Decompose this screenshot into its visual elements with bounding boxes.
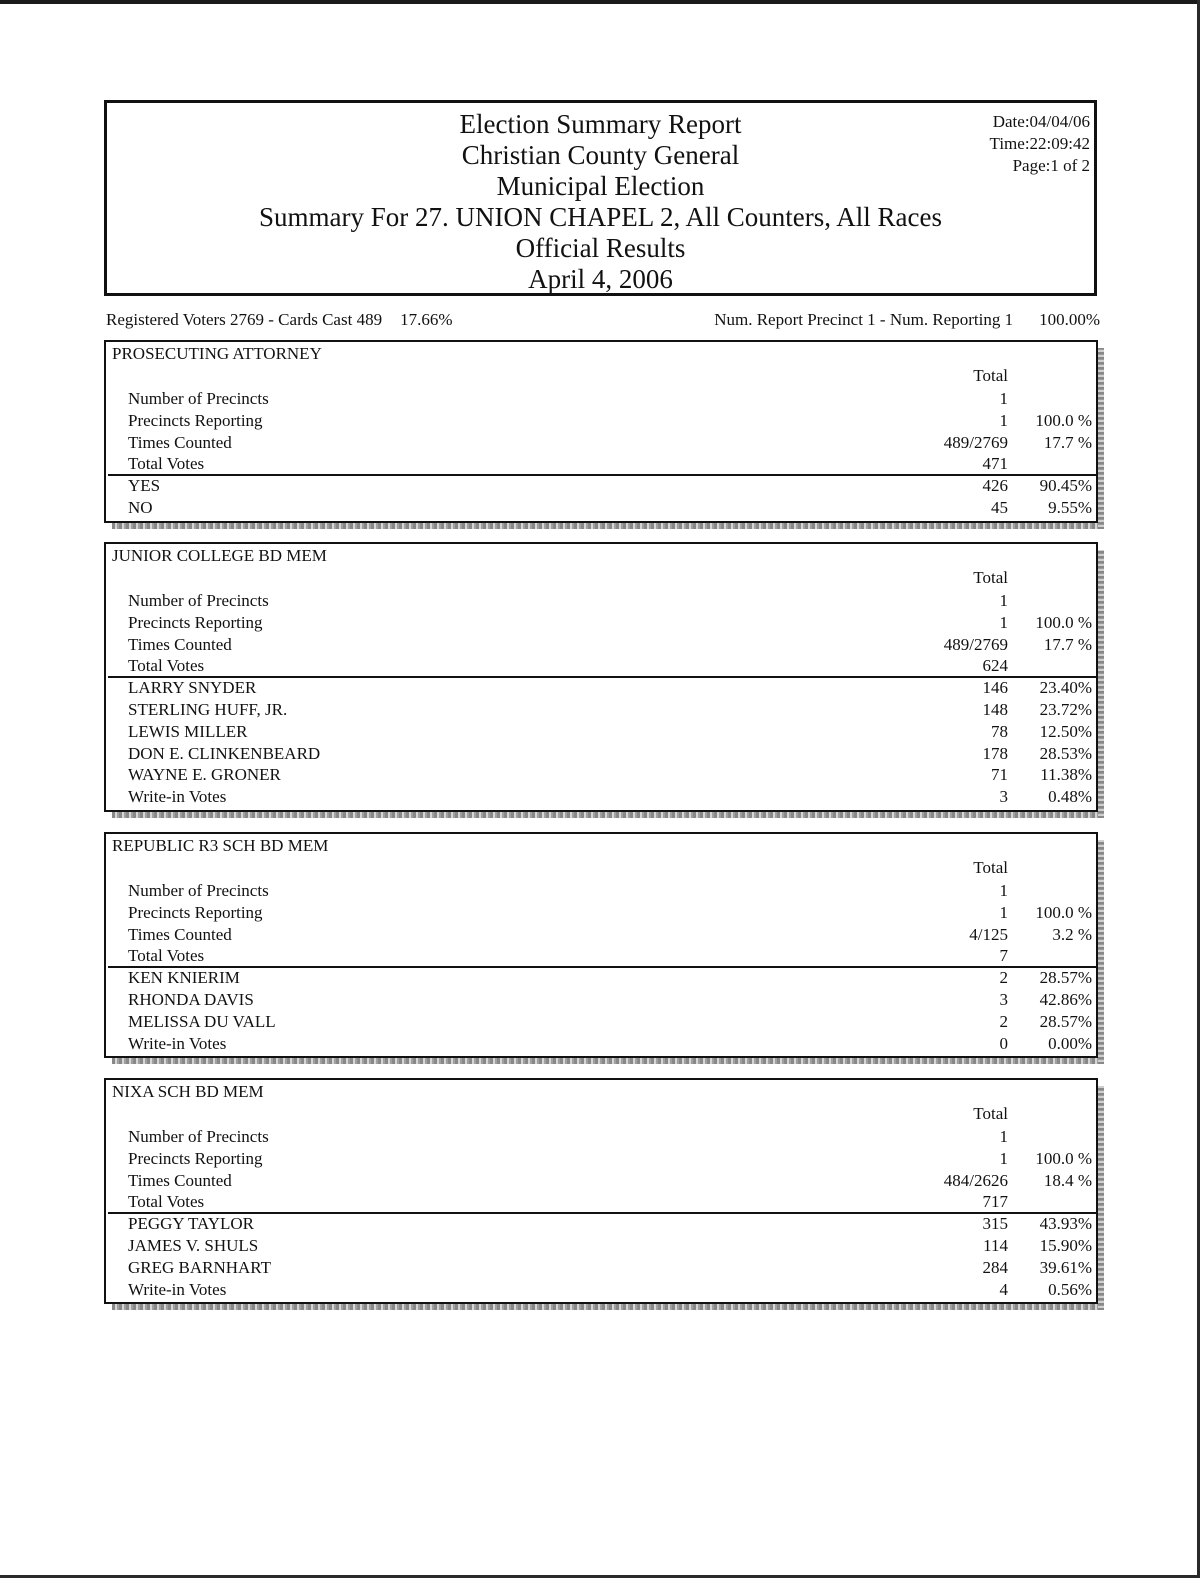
report-title-block [107, 109, 1094, 295]
total-column-header: Total [973, 568, 1008, 587]
stat-label: Number of Precincts [128, 591, 269, 610]
candidate-votes: 3 [999, 990, 1008, 1009]
stat-value: 1 [999, 1127, 1008, 1146]
stat-row [128, 880, 1092, 902]
candidate-row [128, 1235, 1092, 1257]
candidate-votes: 315 [982, 1214, 1008, 1234]
race-title: JUNIOR COLLEGE BD MEM [112, 546, 327, 565]
race-box [104, 1078, 1098, 1304]
turnout-summary [106, 310, 1100, 334]
candidate-name: MELISSA DU VALL [128, 1011, 276, 1031]
stat-percent: 100.0 % [1035, 902, 1092, 922]
stat-value: 1 [999, 1148, 1008, 1168]
stat-label: Number of Precincts [128, 389, 269, 408]
registered-voters-summary [106, 310, 453, 330]
candidate-name: JAMES V. SHULS [128, 1236, 259, 1255]
candidate-percent: 28.57% [1039, 1011, 1092, 1031]
total-column-header: Total [973, 1104, 1008, 1123]
stat-row [128, 410, 1092, 432]
candidate-name: WAYNE E. GRONER [128, 765, 281, 785]
candidate-percent: 12.50% [1039, 721, 1092, 741]
report-time: Time:22:09:42 [989, 134, 1090, 153]
candidate-name: Write-in Votes [128, 787, 227, 807]
candidate-name: Write-in Votes [128, 1279, 227, 1299]
stat-label: Number of Precincts [128, 1127, 269, 1146]
candidate-name: LEWIS MILLER [128, 721, 248, 741]
candidate-votes: 178 [982, 743, 1008, 763]
candidate-row [128, 1011, 1092, 1033]
race-box [104, 542, 1098, 812]
candidate-name: KEN KNIERIM [128, 968, 240, 988]
candidate-row [128, 1213, 1092, 1235]
stat-label: Total Votes [128, 454, 205, 474]
candidate-row [128, 989, 1092, 1011]
candidate-votes: 2 [999, 968, 1008, 988]
stat-value: 489/2769 [943, 432, 1008, 452]
candidate-row [128, 1257, 1092, 1279]
stat-value: 624 [982, 656, 1008, 676]
stat-label: Times Counted [128, 1170, 232, 1190]
candidate-votes: 0 [999, 1033, 1008, 1053]
candidate-percent: 11.38% [1040, 765, 1092, 785]
stat-row [128, 902, 1092, 924]
candidate-name: LARRY SNYDER [128, 678, 257, 698]
candidate-percent: 28.57% [1039, 968, 1092, 988]
stat-value: 484/2626 [943, 1170, 1008, 1190]
stat-percent: 100.0 % [1035, 410, 1092, 430]
stat-row [128, 924, 1092, 946]
report-header-box [104, 100, 1097, 296]
race-title: REPUBLIC R3 SCH BD MEM [112, 836, 329, 855]
candidate-name: GREG BARNHART [128, 1257, 272, 1277]
candidate-name: RHONDA DAVIS [128, 990, 254, 1009]
stat-row [128, 612, 1092, 634]
page-top-edge [0, 0, 1200, 4]
stat-value: 717 [982, 1192, 1008, 1212]
candidate-percent: 23.72% [1039, 700, 1092, 719]
stat-label: Times Counted [128, 634, 232, 654]
stat-value: 7 [999, 946, 1008, 966]
candidate-percent: 39.61% [1039, 1257, 1092, 1277]
candidate-votes: 45 [991, 498, 1008, 517]
candidate-row [128, 1279, 1092, 1301]
candidate-votes: 284 [982, 1257, 1008, 1277]
stat-label: Total Votes [128, 1192, 205, 1212]
stat-label: Times Counted [128, 924, 232, 944]
stat-row [128, 1191, 1092, 1213]
candidate-percent: 43.93% [1039, 1214, 1092, 1234]
stat-row [128, 432, 1092, 454]
report-page: Page:1 of 2 [1012, 156, 1090, 175]
candidate-votes: 2 [999, 1011, 1008, 1031]
stat-label: Total Votes [128, 946, 205, 966]
stat-percent: 100.0 % [1035, 612, 1092, 632]
candidate-row [128, 1033, 1092, 1055]
candidate-percent: 90.45% [1039, 476, 1092, 496]
candidate-row [128, 699, 1092, 721]
candidate-row [128, 786, 1092, 808]
race-box [104, 832, 1098, 1058]
stat-label: Precincts Reporting [128, 902, 263, 922]
stat-percent: 17.7 % [1043, 432, 1092, 452]
candidate-votes: 426 [982, 476, 1008, 496]
candidate-votes: 78 [991, 721, 1008, 741]
stat-row [128, 634, 1092, 656]
stat-row [128, 453, 1092, 475]
stat-label: Times Counted [128, 432, 232, 452]
race-title: NIXA SCH BD MEM [112, 1082, 264, 1101]
stat-label: Number of Precincts [128, 881, 269, 900]
candidate-name: Write-in Votes [128, 1033, 227, 1053]
candidate-percent: 42.86% [1039, 990, 1092, 1009]
report-meta [990, 111, 1090, 177]
report-election-date: April 4, 2006 [528, 264, 673, 294]
stat-value: 1 [999, 410, 1008, 430]
stat-label: Precincts Reporting [128, 612, 263, 632]
registered-voters-text: Registered Voters 2769 - Cards Cast 489 [106, 310, 383, 329]
race-title: PROSECUTING ATTORNEY [112, 344, 322, 363]
stat-label: Precincts Reporting [128, 1148, 263, 1168]
stat-percent: 18.4 % [1043, 1170, 1092, 1190]
candidate-percent: 9.55% [1048, 498, 1092, 517]
stat-row [128, 1170, 1092, 1192]
candidate-percent: 0.48% [1048, 787, 1092, 807]
stat-label: Precincts Reporting [128, 410, 263, 430]
stat-percent: 17.7 % [1043, 634, 1092, 654]
report-summary-for: Summary For 27. UNION CHAPEL 2, All Counters, All Races [259, 202, 942, 232]
stat-value: 1 [999, 881, 1008, 900]
precinct-reporting-summary [714, 310, 1100, 330]
report-date: Date:04/04/06 [992, 112, 1090, 131]
report-county: Christian County General [461, 140, 740, 170]
candidate-name: YES [128, 476, 161, 496]
stat-row [128, 655, 1092, 677]
precinct-reporting-percent: 100.00% [1039, 310, 1100, 329]
candidate-row [128, 475, 1092, 497]
stat-value: 471 [982, 454, 1008, 474]
candidate-row [128, 743, 1092, 765]
stat-percent: 3.2 % [1052, 924, 1092, 944]
stat-row [128, 590, 1092, 612]
race-box [104, 340, 1098, 523]
candidate-row [128, 967, 1092, 989]
stat-row [128, 945, 1092, 967]
stat-value: 1 [999, 902, 1008, 922]
candidate-percent: 0.56% [1048, 1279, 1092, 1299]
candidate-votes: 71 [991, 765, 1008, 785]
stat-value: 1 [999, 612, 1008, 632]
report-election: Municipal Election [496, 171, 705, 201]
total-column-header: Total [973, 366, 1008, 385]
candidate-name: STERLING HUFF, JR. [128, 700, 288, 719]
precinct-reporting-text: Num. Report Precinct 1 - Num. Reporting 1 [714, 310, 1014, 329]
candidate-votes: 4 [999, 1279, 1008, 1299]
candidate-votes: 148 [982, 700, 1008, 719]
stat-row [128, 388, 1092, 410]
candidate-percent: 23.40% [1039, 678, 1092, 698]
stat-label: Total Votes [128, 656, 205, 676]
stat-row [128, 1126, 1092, 1148]
candidate-row [128, 721, 1092, 743]
stat-value: 489/2769 [943, 634, 1008, 654]
candidate-row [128, 764, 1092, 786]
stat-value: 1 [999, 591, 1008, 610]
candidate-percent: 0.00% [1048, 1033, 1092, 1053]
stat-row [128, 1148, 1092, 1170]
report-title: Election Summary Report [459, 109, 742, 139]
candidate-name: NO [128, 498, 153, 517]
candidate-votes: 146 [982, 678, 1008, 698]
stat-value: 1 [999, 389, 1008, 408]
candidate-percent: 28.53% [1039, 743, 1092, 763]
candidate-votes: 3 [999, 787, 1008, 807]
stat-value: 4/125 [969, 924, 1008, 944]
candidate-row [128, 497, 1092, 519]
candidate-name: DON E. CLINKENBEARD [128, 743, 321, 763]
total-column-header: Total [973, 858, 1008, 877]
stat-percent: 100.0 % [1035, 1148, 1092, 1168]
candidate-name: PEGGY TAYLOR [128, 1214, 254, 1234]
candidate-percent: 15.90% [1039, 1236, 1092, 1255]
cards-cast-percent: 17.66% [400, 310, 453, 329]
candidate-votes: 114 [983, 1236, 1008, 1255]
candidate-row [128, 677, 1092, 699]
report-status: Official Results [515, 233, 686, 263]
